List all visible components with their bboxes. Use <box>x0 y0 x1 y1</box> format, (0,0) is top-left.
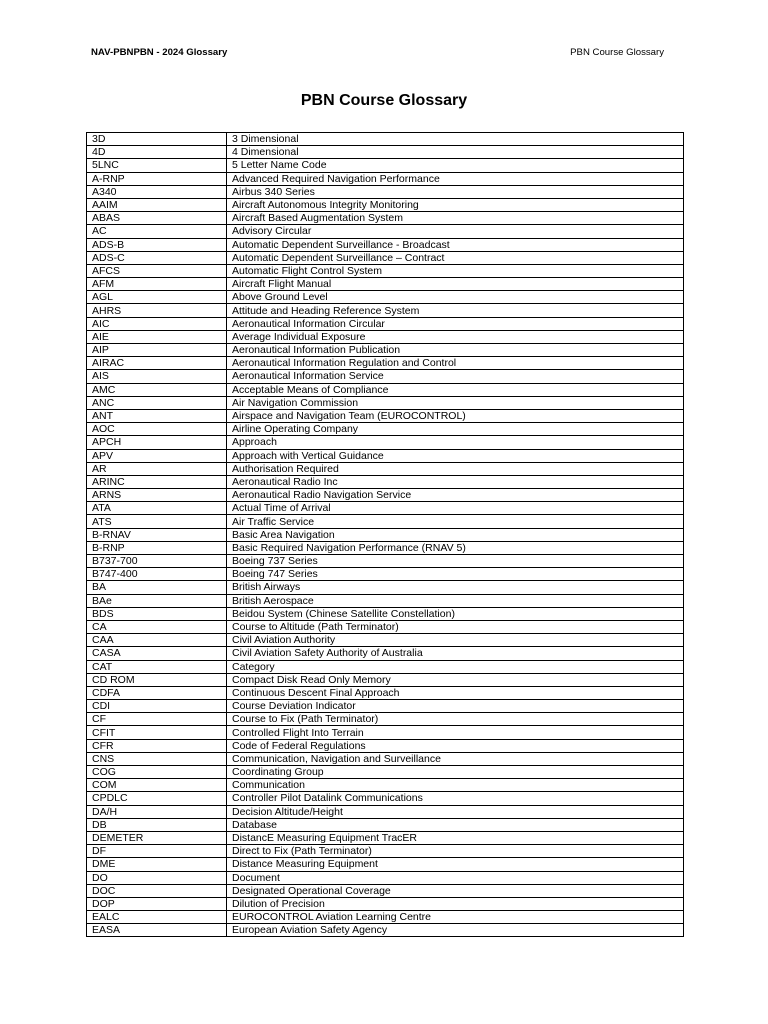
abbreviation-cell: AFCS <box>87 264 227 277</box>
abbreviation-cell: AR <box>87 462 227 475</box>
definition-cell: Civil Aviation Authority <box>227 634 684 647</box>
definition-cell: Course to Fix (Path Terminator) <box>227 713 684 726</box>
table-row <box>87 752 684 765</box>
definition-cell: European Aviation Safety Agency <box>227 924 684 937</box>
table-row <box>87 594 684 607</box>
abbreviation-cell: CF <box>87 713 227 726</box>
abbreviation-cell: AIC <box>87 317 227 330</box>
table-row <box>87 831 684 844</box>
table-row <box>87 620 684 633</box>
abbreviation-cell: DA/H <box>87 805 227 818</box>
definition-cell: Aircraft Flight Manual <box>227 278 684 291</box>
definition-cell: Actual Time of Arrival <box>227 502 684 515</box>
abbreviation-cell: B-RNAV <box>87 528 227 541</box>
abbreviation-cell: CDI <box>87 700 227 713</box>
table-row <box>87 475 684 488</box>
definition-cell: 3 Dimensional <box>227 133 684 146</box>
definition-cell: Continuous Descent Final Approach <box>227 686 684 699</box>
abbreviation-cell: 3D <box>87 133 227 146</box>
table-row <box>87 251 684 264</box>
page-title: PBN Course Glossary <box>300 92 468 109</box>
abbreviation-cell: DME <box>87 858 227 871</box>
table-row <box>87 739 684 752</box>
abbreviation-cell: ARINC <box>87 475 227 488</box>
abbreviation-cell: COM <box>87 779 227 792</box>
definition-cell: Compact Disk Read Only Memory <box>227 673 684 686</box>
abbreviation-cell: BAe <box>87 594 227 607</box>
table-row <box>87 502 684 515</box>
abbreviation-cell: CDFA <box>87 686 227 699</box>
definition-cell: Decision Altitude/Height <box>227 805 684 818</box>
definition-cell: Communication, Navigation and Surveillance <box>227 752 684 765</box>
abbreviation-cell: AIRAC <box>87 357 227 370</box>
table-row <box>87 528 684 541</box>
abbreviation-cell: CAT <box>87 660 227 673</box>
abbreviation-cell: 4D <box>87 146 227 159</box>
glossary-body <box>87 133 684 937</box>
table-row <box>87 805 684 818</box>
abbreviation-cell: B747-400 <box>87 568 227 581</box>
table-row <box>87 924 684 937</box>
table-row <box>87 911 684 924</box>
definition-cell: Direct to Fix (Path Terminator) <box>227 845 684 858</box>
abbreviation-cell: DB <box>87 818 227 831</box>
abbreviation-cell: AHRS <box>87 304 227 317</box>
abbreviation-cell: APV <box>87 449 227 462</box>
abbreviation-cell: DF <box>87 845 227 858</box>
table-row <box>87 198 684 211</box>
abbreviation-cell: A340 <box>87 185 227 198</box>
table-row <box>87 357 684 370</box>
table-row <box>87 779 684 792</box>
definition-cell: Automatic Dependent Surveillance – Contract <box>227 251 684 264</box>
definition-cell: EUROCONTROL Aviation Learning Centre <box>227 911 684 924</box>
definition-cell: Course Deviation Indicator <box>227 700 684 713</box>
table-row <box>87 172 684 185</box>
definition-cell: Civil Aviation Safety Authority of Australia <box>227 647 684 660</box>
table-row <box>87 555 684 568</box>
abbreviation-cell: CAA <box>87 634 227 647</box>
table-row <box>87 871 684 884</box>
table-row <box>87 304 684 317</box>
abbreviation-cell: CFIT <box>87 726 227 739</box>
definition-cell: Communication <box>227 779 684 792</box>
definition-cell: Boeing 747 Series <box>227 568 684 581</box>
table-row <box>87 238 684 251</box>
abbreviation-cell: AOC <box>87 423 227 436</box>
table-row <box>87 884 684 897</box>
table-row <box>87 396 684 409</box>
definition-cell: Airline Operating Company <box>227 423 684 436</box>
table-row <box>87 634 684 647</box>
abbreviation-cell: B-RNP <box>87 541 227 554</box>
abbreviation-cell: CFR <box>87 739 227 752</box>
definition-cell: Average Individual Exposure <box>227 330 684 343</box>
abbreviation-cell: APCH <box>87 436 227 449</box>
definition-cell: Distance Measuring Equipment <box>227 858 684 871</box>
abbreviation-cell: EASA <box>87 924 227 937</box>
definition-cell: Airspace and Navigation Team (EUROCONTROL) <box>227 409 684 422</box>
abbreviation-cell: CASA <box>87 647 227 660</box>
abbreviation-cell: COG <box>87 766 227 779</box>
definition-cell: Authorisation Required <box>227 462 684 475</box>
table-row <box>87 436 684 449</box>
table-row <box>87 700 684 713</box>
definition-cell: Coordinating Group <box>227 766 684 779</box>
table-row <box>87 370 684 383</box>
table-row <box>87 383 684 396</box>
abbreviation-cell: ABAS <box>87 212 227 225</box>
definition-cell: Database <box>227 818 684 831</box>
table-row <box>87 845 684 858</box>
table-row <box>87 858 684 871</box>
table-row <box>87 462 684 475</box>
abbreviation-cell: CD ROM <box>87 673 227 686</box>
definition-cell: Aeronautical Information Service <box>227 370 684 383</box>
table-row <box>87 449 684 462</box>
definition-cell: Approach with Vertical Guidance <box>227 449 684 462</box>
table-row <box>87 489 684 502</box>
table-row <box>87 317 684 330</box>
definition-cell: British Aerospace <box>227 594 684 607</box>
definition-cell: Aeronautical Information Circular <box>227 317 684 330</box>
table-row <box>87 897 684 910</box>
abbreviation-cell: ADS-B <box>87 238 227 251</box>
table-row <box>87 159 684 172</box>
abbreviation-cell: AFM <box>87 278 227 291</box>
abbreviation-cell: AIS <box>87 370 227 383</box>
definition-cell: DistancE Measuring Equipment TracER <box>227 831 684 844</box>
definition-cell: Aeronautical Information Regulation and Control <box>227 357 684 370</box>
abbreviation-cell: DO <box>87 871 227 884</box>
abbreviation-cell: CPDLC <box>87 792 227 805</box>
table-row <box>87 568 684 581</box>
table-row <box>87 291 684 304</box>
running-header-right: PBN Course Glossary <box>570 47 664 58</box>
table-row <box>87 515 684 528</box>
abbreviation-cell: EALC <box>87 911 227 924</box>
abbreviation-cell: CNS <box>87 752 227 765</box>
table-row <box>87 133 684 146</box>
running-header-left: NAV-PBNPBN - 2024 Glossary <box>91 47 228 58</box>
abbreviation-cell: ADS-C <box>87 251 227 264</box>
definition-cell: Automatic Flight Control System <box>227 264 684 277</box>
abbreviation-cell: DEMETER <box>87 831 227 844</box>
abbreviation-cell: 5LNC <box>87 159 227 172</box>
definition-cell: Basic Area Navigation <box>227 528 684 541</box>
table-row <box>87 541 684 554</box>
abbreviation-cell: ANT <box>87 409 227 422</box>
table-row <box>87 818 684 831</box>
abbreviation-cell: AAIM <box>87 198 227 211</box>
table-row <box>87 423 684 436</box>
table-row <box>87 146 684 159</box>
definition-cell: Controlled Flight Into Terrain <box>227 726 684 739</box>
definition-cell: Aeronautical Radio Inc <box>227 475 684 488</box>
definition-cell: Air Navigation Commission <box>227 396 684 409</box>
table-row <box>87 673 684 686</box>
table-row <box>87 686 684 699</box>
table-row <box>87 660 684 673</box>
table-row <box>87 330 684 343</box>
table-row <box>87 713 684 726</box>
table-row <box>87 766 684 779</box>
definition-cell: Approach <box>227 436 684 449</box>
definition-cell: Aircraft Autonomous Integrity Monitoring <box>227 198 684 211</box>
definition-cell: Aircraft Based Augmentation System <box>227 212 684 225</box>
abbreviation-cell: ATA <box>87 502 227 515</box>
abbreviation-cell: BDS <box>87 607 227 620</box>
definition-cell: Designated Operational Coverage <box>227 884 684 897</box>
table-row <box>87 409 684 422</box>
table-row <box>87 607 684 620</box>
abbreviation-cell: DOC <box>87 884 227 897</box>
abbreviation-cell: ANC <box>87 396 227 409</box>
table-row <box>87 264 684 277</box>
definition-cell: Above Ground Level <box>227 291 684 304</box>
definition-cell: Document <box>227 871 684 884</box>
table-row <box>87 792 684 805</box>
table-row <box>87 278 684 291</box>
definition-cell: Code of Federal Regulations <box>227 739 684 752</box>
definition-cell: Aeronautical Radio Navigation Service <box>227 489 684 502</box>
abbreviation-cell: B737-700 <box>87 555 227 568</box>
definition-cell: 5 Letter Name Code <box>227 159 684 172</box>
definition-cell: 4 Dimensional <box>227 146 684 159</box>
definition-cell: Boeing 737 Series <box>227 555 684 568</box>
table-row <box>87 726 684 739</box>
abbreviation-cell: AMC <box>87 383 227 396</box>
definition-cell: British Airways <box>227 581 684 594</box>
definition-cell: Attitude and Heading Reference System <box>227 304 684 317</box>
abbreviation-cell: CA <box>87 620 227 633</box>
table-row <box>87 344 684 357</box>
definition-cell: Advanced Required Navigation Performance <box>227 172 684 185</box>
glossary-table <box>86 132 684 937</box>
abbreviation-cell: BA <box>87 581 227 594</box>
table-row <box>87 581 684 594</box>
definition-cell: Category <box>227 660 684 673</box>
table-row <box>87 225 684 238</box>
definition-cell: Advisory Circular <box>227 225 684 238</box>
definition-cell: Basic Required Navigation Performance (RNAV 5) <box>227 541 684 554</box>
table-row <box>87 212 684 225</box>
abbreviation-cell: DOP <box>87 897 227 910</box>
abbreviation-cell: AIE <box>87 330 227 343</box>
abbreviation-cell: ARNS <box>87 489 227 502</box>
definition-cell: Dilution of Precision <box>227 897 684 910</box>
table-row <box>87 185 684 198</box>
abbreviation-cell: AIP <box>87 344 227 357</box>
abbreviation-cell: AC <box>87 225 227 238</box>
table-row <box>87 647 684 660</box>
abbreviation-cell: AGL <box>87 291 227 304</box>
definition-cell: Beidou System (Chinese Satellite Constellation) <box>227 607 684 620</box>
definition-cell: Controller Pilot Datalink Communications <box>227 792 684 805</box>
definition-cell: Automatic Dependent Surveillance - Broadcast <box>227 238 684 251</box>
abbreviation-cell: A-RNP <box>87 172 227 185</box>
definition-cell: Aeronautical Information Publication <box>227 344 684 357</box>
definition-cell: Course to Altitude (Path Terminator) <box>227 620 684 633</box>
abbreviation-cell: ATS <box>87 515 227 528</box>
definition-cell: Airbus 340 Series <box>227 185 684 198</box>
definition-cell: Air Traffic Service <box>227 515 684 528</box>
definition-cell: Acceptable Means of Compliance <box>227 383 684 396</box>
